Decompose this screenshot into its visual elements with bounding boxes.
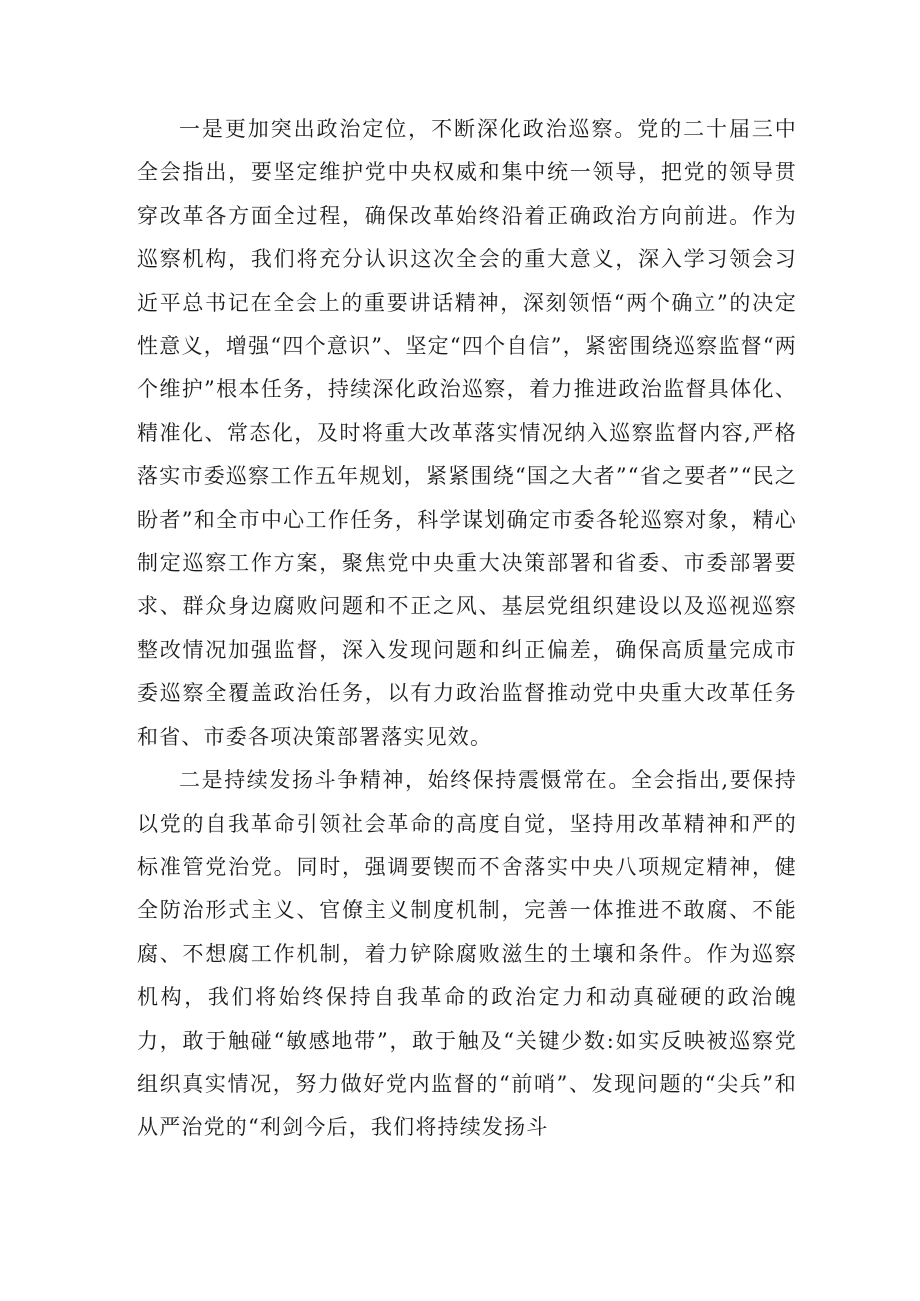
document-body [137,108,797,1150]
paragraph-political-inspection: 一是更加突出政治定位，不断深化政治巡察。党的二十届三中全会指出，要坚定维护党中央权威和集中统一领导，把党的领导贯穿改革各方面全过程，确保改革始终沿着正确政治方向前进。作为巡察机构，我们将充分认识这次全会的重大意义，深入学习领会习近平总书记在全会上的重要讲话精神，深刻领悟“两个确立”的决定性意义，增强“四个意识”、坚定“四个自信”，紧密围绕巡察监督“两个维护”根本任务，持续深化政治巡察，着力推进政治监督具体化、精准化、常态化，及时将重大改革落实情况纳入巡察监督内容,严格落实市委巡察工作五年规划，紧紧围绕“国之大者”“省之要者”“民之盼者”和全市中心工作任务，科学谋划确定市委各轮巡察对象，精心制定巡察工作方案，聚焦党中央重大决策部署和省委、市委部署要求、群众身边腐败问题和不正之风、基层党组织建设以及巡视巡察整改情况加强监督，深入发现问题和纠正偏差，确保高质量完成市委巡察全覆盖政治任务，以有力政治监督推动党中央重大改革任务和省、市委各项决策部署落实见效。 [137,117,797,749]
paragraph-struggle-spirit: 二是持续发扬斗争精神，始终保持震慑常在。全会指出,要保持以党的自我革命引领社会革命的高度自觉，坚持用改革精神和严的标准管党治党。同时，强调要锲而不舍落实中央八项规定精神，健全防治形式主义、官僚主义制度机制，完善一体推进不敢腐、不能腐、不想腐工作机制，着力铲除腐败滋生的土壤和条件。作为巡察机构，我们将始终保持自我革命的政治定力和动真碰硬的政治魄力，敢于触碰“敏感地带”，敢于触及“关键少数:如实反映被巡察党组织真实情况，努力做好党内监督的“前哨”、发现问题的“尖兵”和从严治党的“利剑今后，我们将持续发扬斗 [137,768,797,1140]
